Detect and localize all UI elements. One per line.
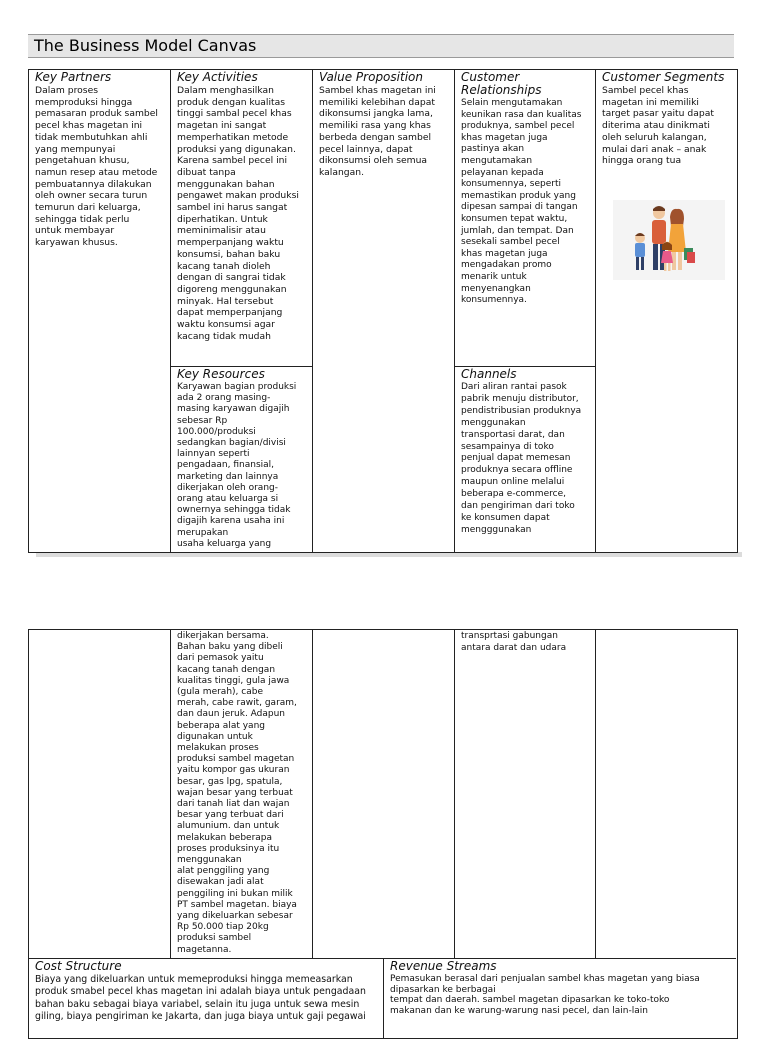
customer-segments-block xyxy=(596,70,737,552)
cost-structure-text: Biaya yang dikeluarkan untuk memeproduksi hingga memeasarkan produk smabel pecel khas magetan ini adalah biaya untuk pengadaan bahan baku sebagai biaya variabel, selain itu juga untuk sewa mesin giling, biaya pengiriman ke Jakarta, dan juga biaya untuk gaji pegawai xyxy=(35,974,366,1023)
key-activities-text: Dalam menghasilkan produk dengan kualitas tinggi sambal pecel khas magetan ini sangat memperhatikan metode produksi yang digunakan. Karena sambel pecel ini dibuat tanpa menggunakan bahan pengawet makan produksi sambel ini harus sangat diperhatikan. Untuk meminimalisir atau memperpanjang waktu konsumsi, bahan baku kacang tanah dioleh dengan di sangrai tidak digoreng menggunakan minyak. Hal tersebut dapat memperpanjang waktu konsumsi agar kacang tidak mudah xyxy=(177,85,299,342)
canvas-page-2 xyxy=(28,629,738,1039)
channels-heading: Channels xyxy=(461,367,517,381)
value-proposition-heading: Value Proposition xyxy=(319,70,423,84)
key-resources-block xyxy=(171,367,312,552)
title-bar xyxy=(28,34,734,58)
key-activities-heading: Key Activities xyxy=(177,70,258,84)
revenue-streams-text: Pemasukan berasal dari penjualan sambel khas magetan yang biasa dipasarkan ke berbagai tempat dan daerah. sambel magetan dipasarkan ke toko-toko makanan dan ke warung-warung nasi pecel, dan lain-lain xyxy=(390,974,700,1016)
customer-segments-heading: Customer Segments xyxy=(602,70,725,84)
channels-continued-text: transprtasi gabungan antara darat dan udara xyxy=(461,631,567,653)
customer-relationships-heading: Customer Relationships xyxy=(461,70,542,97)
channels-text: Dari aliran rantai pasok pabrik menuju distributor, pendistribusian produknya menggunakan transportasi darat, dan sesampainya di toko penjual dapat memesan produknya secara offline maupun online melalui beberapa e-commerce, dan pengiriman dari toko ke konsumen dapat mengggunakan xyxy=(461,382,582,535)
family-icon xyxy=(613,200,725,280)
key-partners-heading: Key Partners xyxy=(35,70,112,84)
cost-structure-block xyxy=(29,959,383,1039)
channels-block xyxy=(455,367,595,552)
key-activities-block xyxy=(171,70,312,366)
revenue-streams-block xyxy=(384,959,736,1039)
cost-structure-heading: Cost Structure xyxy=(35,959,122,973)
value-proposition-block xyxy=(313,70,454,552)
canvas-page-1 xyxy=(28,69,738,553)
divider xyxy=(312,630,313,958)
divider xyxy=(595,630,596,958)
page-title: The Business Model Canvas xyxy=(34,36,257,55)
key-resources-continued-text: dikerjakan bersama. Bahan baku yang dibeli dari pemasok yaitu kacang tanah dengan kualitas tinggi, gula jawa (gula merah), cabe merah, cabe rawit, garam, dan daun jeruk. Adapun beberapa alat yang digunakan untuk melakukan proses produksi sambel magetan yaitu kompor gas ukuran besar, gas lpg, spatula, wajan besar yang terbuat dari tanah liat dan wajan besar yang terbuat dari alumunium. dan untuk melakukan beberapa proses produksinya itu menggunakan alat penggiling yang disewakan jadi alat penggiling ini bukan milik PT sambel magetan. biaya yang dikeluarkan sebesar Rp 50.000 tiap 20kg produksi sambel magetanna. xyxy=(177,631,297,955)
revenue-streams-heading: Revenue Streams xyxy=(390,959,497,973)
customer-segments-text: Sambel pecel khas magetan ini memiliki target pasar yaitu dapat diterima atau dinikmati oleh seluruh kalangan, mulai dari anak – anak hingga orang tua xyxy=(602,85,714,167)
key-partners-text: Dalam proses memproduksi hingga pemasaran produk sambel pecel khas magetan ini tidak membutuhkan ahli yang mempunyai pengetahuan khusu, namun resep atau metode pembuatannya dilakukan oleh owner secara turun temurun dari keluarga, sehingga tidak perlu untuk membayar karyawan khusus. xyxy=(35,85,158,249)
key-resources-heading: Key Resources xyxy=(177,367,265,381)
key-resources-continued-block xyxy=(171,630,312,958)
key-partners-block xyxy=(29,70,170,366)
customer-relationships-text: Selain mengutamakan keunikan rasa dan kualitas produknya, sambel pecel khas magetan juga pastinya akan mengutamakan pelayanan kepada konsumennya, seperti memastikan produk yang dipesan sampai di tangan konsumen tepat waktu, jumlah, dan tempat. Dan sesekali sambel pecel khas magetan juga mengadakan promo menarik untuk menyenangkan konsumennya. xyxy=(461,98,582,306)
family-illustration xyxy=(613,200,725,280)
key-resources-text: Karyawan bagian produksi ada 2 orang masing- masing karyawan digajih sebesar Rp 100.000/produksi sedangkan bagian/divisi lainnyan seperti pengadaan, finansial, marketing dan lainnya dikerjakan oleh orang- orang atau keluarga si ownernya sehingga tidak digajih karena usaha ini merupakan usaha keluarga yang xyxy=(177,382,297,549)
customer-relationships-block xyxy=(455,70,595,366)
value-proposition-text: Sambel khas magetan ini memiliki kelebihan dapat dikonsumsi jangka lama, memiliki rasa yang khas berbeda dengan sambel pecel lainnya, dapat dikonsumsi oleh semua kalangan. xyxy=(319,85,436,178)
channels-continued-block xyxy=(455,630,595,958)
